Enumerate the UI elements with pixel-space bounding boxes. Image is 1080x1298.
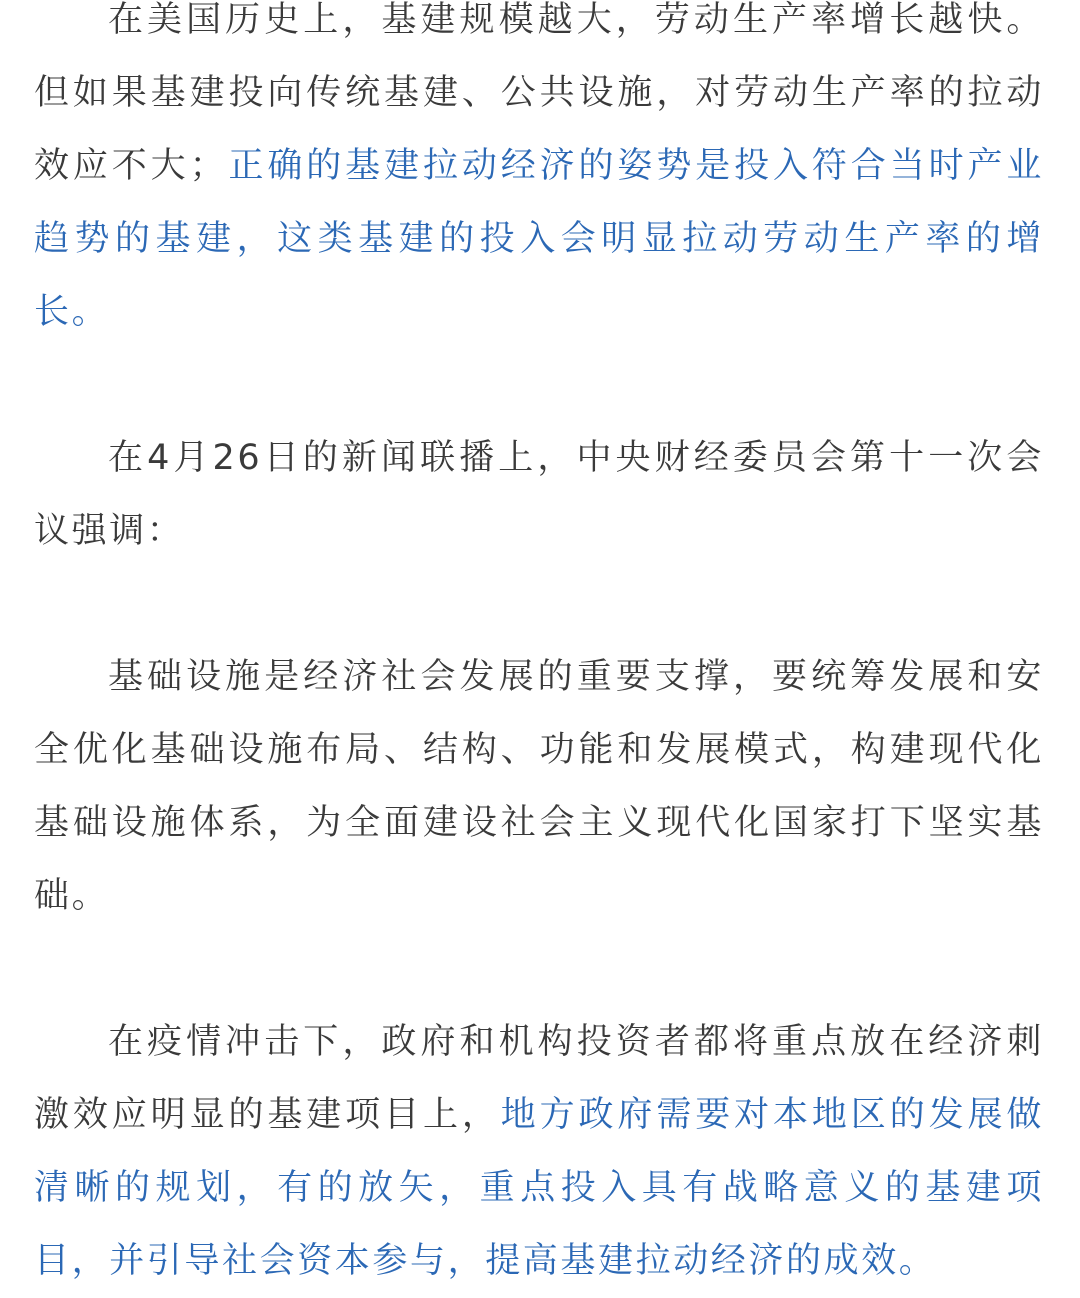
highlighted-text: 地方政府需要对本地区的发展做清晰的规划，有的放矢，重点投入具有战略意义的基建项目，并引导社会资本参与，提高基建拉动经济的成效。 xyxy=(34,1095,1044,1281)
paragraph-meeting-quote xyxy=(34,641,1044,933)
paragraph-text: 基础设施是经济社会发展的重要支撑，要统筹发展和安全优化基础设施布局、结构、功能和发展模式，构建现代化基础设施体系，为全面建设社会主义现代化国家打下坚实基础。 xyxy=(34,657,1044,916)
paragraph-news-broadcast xyxy=(34,422,1044,568)
paragraph-pandemic-investment xyxy=(34,1006,1044,1298)
highlighted-text: 正确的基建拉动经济的姿势是投入符合当时产业趋势的基建，这类基建的投入会明显拉动劳动生产率的增长。 xyxy=(34,146,1044,332)
paragraph-infrastructure-history xyxy=(34,0,1044,349)
paragraph-text: 在疫情冲击下，政府和机构投资者都将重点放在经济刺激效应明显的基建项目上， xyxy=(34,1022,1044,1135)
paragraph-text: 在美国历史上，基建规模越大，劳动生产率增长越快。但如果基建投向传统基建、公共设施，对劳动生产率的拉动效应不大； xyxy=(34,0,1044,186)
article-body xyxy=(34,0,1044,1298)
paragraph-text: 在4月26日的新闻联播上，中央财经委员会第十一次会议强调： xyxy=(34,438,1044,551)
